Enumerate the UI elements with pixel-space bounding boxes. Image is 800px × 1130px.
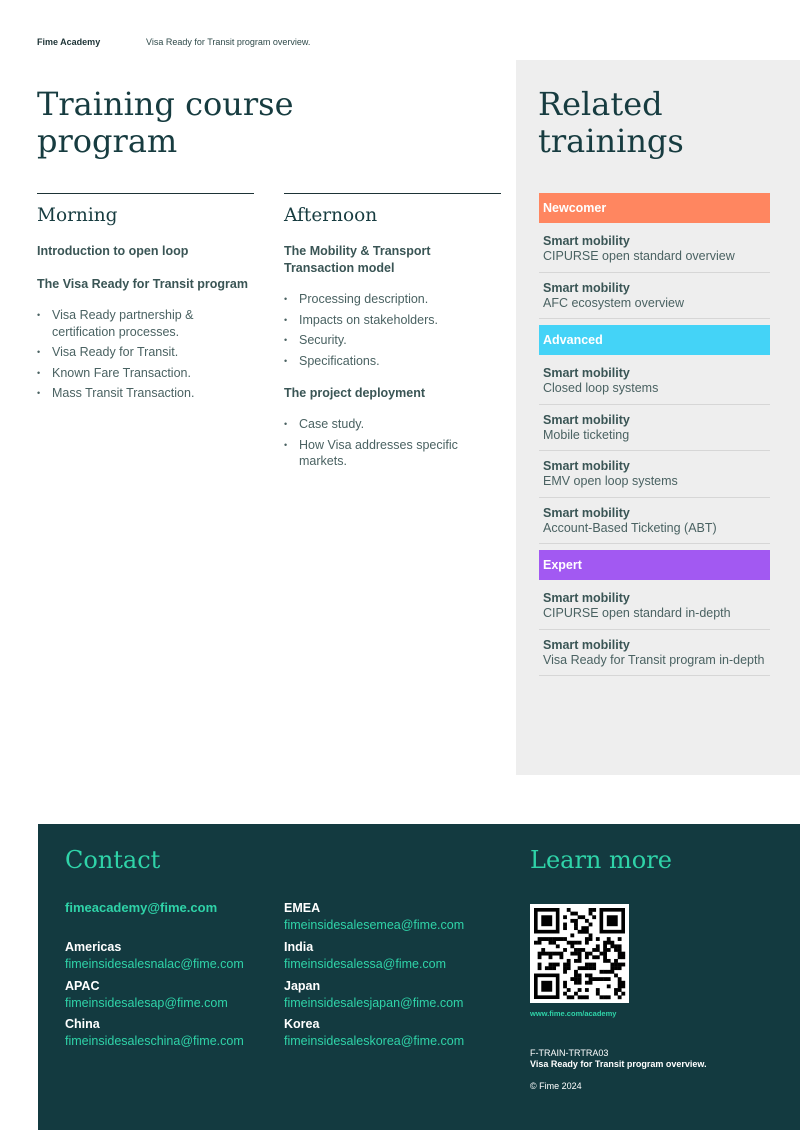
related-list xyxy=(539,193,770,676)
related-trainings-panel xyxy=(516,60,800,775)
region-name: Americas xyxy=(65,940,122,954)
region-email-link[interactable]: fimeinsidesalesap@fime.com xyxy=(65,996,228,1010)
training-name: Mobile ticketing xyxy=(543,427,630,442)
bullet-item: • How Visa addresses specific markets. xyxy=(284,437,501,470)
training-category: Smart mobility xyxy=(543,591,630,605)
region-email-link[interactable]: fimeinsidesalesemea@fime.com xyxy=(284,918,465,932)
related-training-item[interactable] xyxy=(539,583,770,630)
afternoon-section-title: The Mobility & Transport Transaction model xyxy=(284,244,431,275)
bullet-item: • Impacts on stakeholders. xyxy=(284,312,501,329)
main-email-link[interactable]: fimeacademy@fime.com xyxy=(65,900,218,915)
region-name: China xyxy=(65,1017,100,1031)
contact-title: Contact xyxy=(65,846,161,874)
region-name: APAC xyxy=(65,979,100,993)
related-training-item[interactable] xyxy=(539,226,770,273)
afternoon-heading: Afternoon xyxy=(284,205,378,226)
copyright: © Fime 2024 xyxy=(530,1081,582,1091)
region-name: India xyxy=(284,940,314,954)
qr-code-icon[interactable] xyxy=(530,904,629,1003)
bullet-item: • Visa Ready for Transit. xyxy=(37,344,254,361)
level-badge-advanced: Advanced xyxy=(539,325,770,355)
qr-code-graphic xyxy=(530,904,629,1003)
training-name: AFC ecosystem overview xyxy=(543,295,685,310)
region-emea xyxy=(284,900,499,934)
level-badge-newcomer: Newcomer xyxy=(539,193,770,223)
related-training-item[interactable] xyxy=(539,451,770,498)
morning-section-title: The Visa Ready for Transit program xyxy=(37,277,248,291)
bullet-item: • Processing description. xyxy=(284,291,501,308)
region-email-link[interactable]: fimeinsidesalesjapan@fime.com xyxy=(284,996,464,1010)
related-training-item[interactable] xyxy=(539,358,770,405)
related-training-item[interactable] xyxy=(539,630,770,677)
brand-name: Fime Academy xyxy=(37,37,101,47)
related-training-item[interactable] xyxy=(539,405,770,452)
region-korea xyxy=(284,1016,499,1050)
region-china xyxy=(65,1016,280,1050)
afternoon-section-title: The project deployment xyxy=(284,386,425,400)
page-title: Training course program xyxy=(37,85,294,160)
morning-section-title: Introduction to open loop xyxy=(37,244,189,258)
bullet-item: • Visa Ready partnership & certification processes. xyxy=(37,307,254,340)
training-name: CIPURSE open standard in-depth xyxy=(543,606,731,620)
related-training-item[interactable] xyxy=(539,273,770,320)
training-name: EMV open loop systems xyxy=(543,474,678,488)
bullet-item: • Mass Transit Transaction. xyxy=(37,385,254,402)
training-name: Closed loop systems xyxy=(543,381,659,395)
document-title: Visa Ready for Transit program overview. xyxy=(530,1059,707,1069)
bullet-item: • Case study. xyxy=(284,416,501,433)
training-category: Smart mobility xyxy=(543,234,630,248)
bullet-item: • Known Fare Transaction. xyxy=(37,365,254,382)
morning-column xyxy=(37,193,254,406)
region-india xyxy=(284,939,499,973)
region-name: EMEA xyxy=(284,901,321,915)
region-name: Japan xyxy=(284,979,321,993)
academy-url-link[interactable]: www.fime.com/academy xyxy=(530,1009,617,1018)
training-name: Visa Ready for Transit program in-depth xyxy=(543,652,765,667)
afternoon-bullet-list xyxy=(284,291,501,369)
afternoon-sections xyxy=(284,243,501,470)
morning-bullet-list xyxy=(37,307,254,402)
afternoon-column xyxy=(284,193,501,474)
related-training-item[interactable] xyxy=(539,498,770,545)
document-code: F-TRAIN-TRTRA03 xyxy=(530,1048,609,1058)
afternoon-bullet-list xyxy=(284,416,501,470)
training-name: CIPURSE open standard overview xyxy=(543,249,735,263)
morning-heading: Morning xyxy=(37,205,118,226)
level-badge-expert: Expert xyxy=(539,550,770,580)
training-category: Smart mobility xyxy=(543,505,630,520)
training-category: Smart mobility xyxy=(543,366,630,380)
bullet-item: • Specifications. xyxy=(284,353,501,370)
region-name: Korea xyxy=(284,1017,320,1031)
training-category: Smart mobility xyxy=(543,637,630,652)
region-email-link[interactable]: fimeinsidesalesnalac@fime.com xyxy=(65,957,244,971)
training-category: Smart mobility xyxy=(543,412,630,427)
learn-more-title: Learn more xyxy=(530,846,672,874)
related-title-text: Related trainings xyxy=(538,85,684,160)
related-title xyxy=(538,86,800,160)
header-subtitle: Visa Ready for Transit program overview. xyxy=(146,37,311,47)
training-category: Smart mobility xyxy=(543,280,630,295)
bullet-item: • Security. xyxy=(284,332,501,349)
region-email-link[interactable]: fimeinsidesaleskorea@fime.com xyxy=(284,1034,465,1048)
region-email-link[interactable]: fimeinsidesaleschina@fime.com xyxy=(65,1034,244,1048)
training-category: Smart mobility xyxy=(543,459,630,473)
contact-section xyxy=(38,824,800,1130)
region-americas xyxy=(65,939,280,973)
training-name: Account-Based Ticketing (ABT) xyxy=(543,520,717,535)
region-apac xyxy=(65,978,280,1012)
region-email-link[interactable]: fimeinsidesalessa@fime.com xyxy=(284,957,447,971)
morning-sections xyxy=(37,243,254,402)
region-japan xyxy=(284,978,499,1012)
